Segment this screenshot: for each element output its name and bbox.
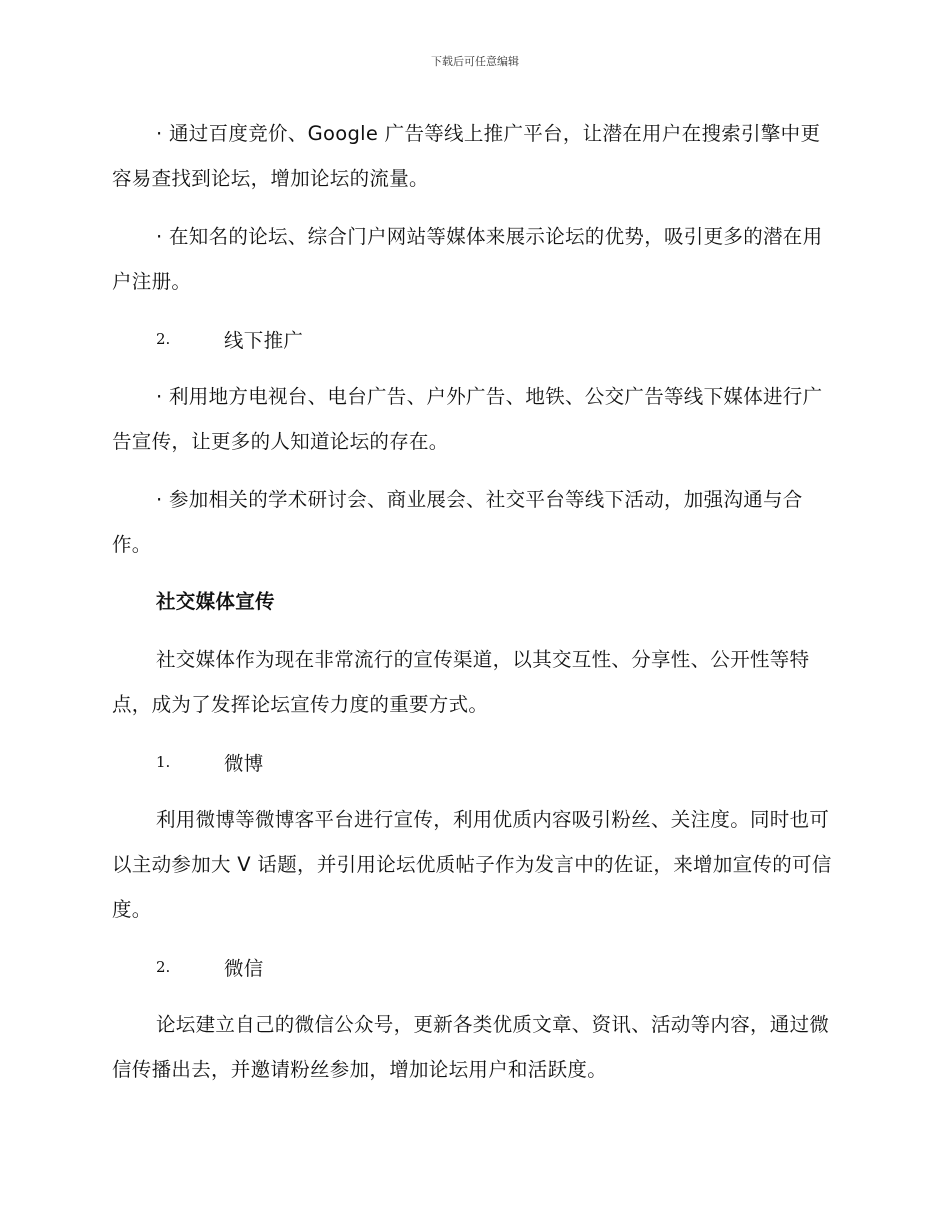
paragraph-offline-events: · 参加相关的学术研讨会、商业展会、社交平台等线下活动，加强沟通与合作。: [112, 488, 803, 556]
list-label: 线下推广: [224, 329, 304, 352]
section-heading-social-media: 社交媒体宣传: [156, 590, 275, 613]
page-header-note: 下载后可任意编辑: [431, 55, 519, 68]
list-label: 微博: [224, 752, 264, 775]
list-item-wechat: [112, 945, 832, 989]
list-label: 微信: [224, 957, 264, 980]
list-item-offline-promotion: [112, 317, 832, 361]
paragraph-offline-media: · 利用地方电视台、电台广告、户外广告、地铁、公交广告等线下媒体进行广告宣传，让更多的人知道论坛的存在。: [112, 385, 823, 453]
paragraph-weibo: 利用微博等微博客平台进行宣传，利用优质内容吸引粉丝、关注度。同时也可以主动参加大 V 话题，并引用论坛优质帖子作为发言中的佐证，来增加宣传的可信度。: [112, 808, 832, 921]
document-body: [112, 111, 832, 1092]
list-number: 1.: [156, 753, 171, 771]
list-item-weibo: [112, 740, 832, 784]
paragraph-online-portal-media: · 在知名的论坛、综合门户网站等媒体来展示论坛的优势，吸引更多的潜在用户注册。: [112, 225, 823, 293]
list-number: 2.: [156, 958, 171, 976]
paragraph-social-media-intro: 社交媒体作为现在非常流行的宣传渠道，以其交互性、分享性、公开性等特点，成为了发挥论坛宣传力度的重要方式。: [112, 648, 810, 716]
paragraph-wechat: 论坛建立自己的微信公众号，更新各类优质文章、资讯、活动等内容，通过微信传播出去，并邀请粉丝参加，增加论坛用户和活跃度。: [112, 1013, 830, 1081]
paragraph-online-search-ads: · 通过百度竞价、Google 广告等线上推广平台，让潜在用户在搜索引擎中更容易查找到论坛，增加论坛的流量。: [112, 122, 821, 190]
list-number: 2.: [156, 330, 171, 348]
